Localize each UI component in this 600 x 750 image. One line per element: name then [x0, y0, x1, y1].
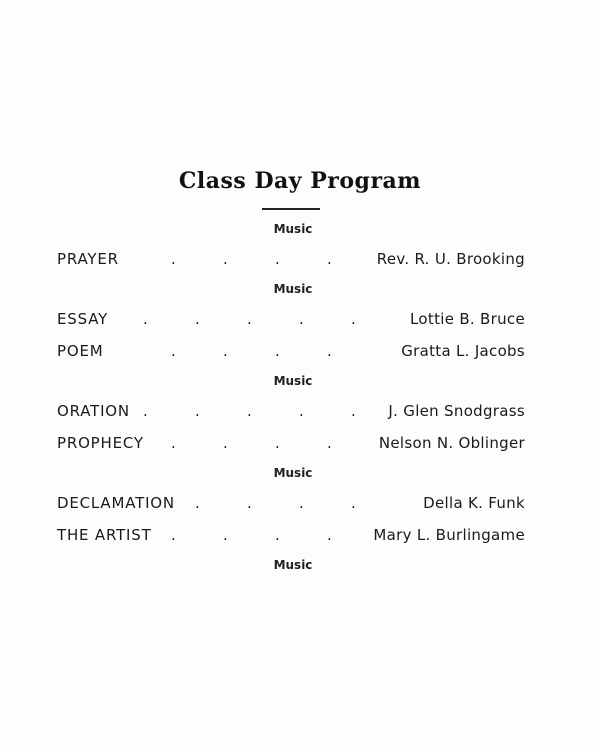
leader-dot: . — [299, 494, 304, 512]
leader-dot: . — [171, 434, 176, 452]
program-item — [57, 434, 525, 456]
music-interlude: Music — [273, 222, 313, 236]
leader-dot: . — [247, 494, 252, 512]
performer-name: Rev. R. U. Brooking — [376, 250, 525, 268]
leader-dot: . — [247, 310, 252, 328]
leader-dot: . — [143, 310, 148, 328]
program-part: ESSAY — [57, 310, 109, 328]
leader-dot: . — [327, 250, 332, 268]
leader-dot: . — [143, 402, 148, 420]
leader-dot: . — [247, 402, 252, 420]
program-part: PROPHECY — [57, 434, 144, 452]
music-interlude: Music — [273, 282, 313, 296]
leader-dot: . — [223, 526, 228, 544]
program-item — [57, 250, 525, 272]
leader-dot: . — [299, 402, 304, 420]
program-item — [57, 494, 525, 516]
leader-dot: . — [351, 402, 356, 420]
leader-dot: . — [171, 526, 176, 544]
music-interlude: Music — [273, 466, 313, 480]
performer-name: Della K. Funk — [423, 494, 525, 512]
leader-dot: . — [195, 402, 200, 420]
performer-name: Nelson N. Oblinger — [378, 434, 525, 452]
performer-name: J. Glen Snodgrass — [388, 402, 525, 420]
leader-dot: . — [275, 526, 280, 544]
leader-dot: . — [195, 310, 200, 328]
performer-name: Gratta L. Jacobs — [401, 342, 525, 360]
leader-dot: . — [351, 310, 356, 328]
program-item — [57, 310, 525, 332]
leader-dot: . — [171, 342, 176, 360]
leader-dot: . — [327, 526, 332, 544]
music-interlude: Music — [273, 374, 313, 388]
leader-dot: . — [223, 342, 228, 360]
program-part: ORATION — [57, 402, 130, 420]
program-item — [57, 342, 525, 364]
page-title: Class Day Program — [178, 168, 422, 194]
leader-dot: . — [327, 434, 332, 452]
leader-dot: . — [299, 310, 304, 328]
performer-name: Mary L. Burlingame — [373, 526, 525, 544]
program-item — [57, 526, 525, 548]
program-item — [57, 402, 525, 424]
leader-dot: . — [171, 250, 176, 268]
program-part: DECLAMATION — [57, 494, 175, 512]
leader-dot: . — [195, 494, 200, 512]
program-part: THE ARTIST — [57, 526, 152, 544]
program-part: POEM — [57, 342, 104, 360]
performer-name: Lottie B. Bruce — [410, 310, 525, 328]
leader-dot: . — [351, 494, 356, 512]
program-part: PRAYER — [57, 250, 119, 268]
leader-dot: . — [275, 250, 280, 268]
title-underline — [262, 208, 320, 210]
music-interlude: Music — [273, 558, 313, 572]
leader-dot: . — [275, 342, 280, 360]
leader-dot: . — [327, 342, 332, 360]
leader-dot: . — [223, 434, 228, 452]
leader-dot: . — [275, 434, 280, 452]
leader-dot: . — [223, 250, 228, 268]
